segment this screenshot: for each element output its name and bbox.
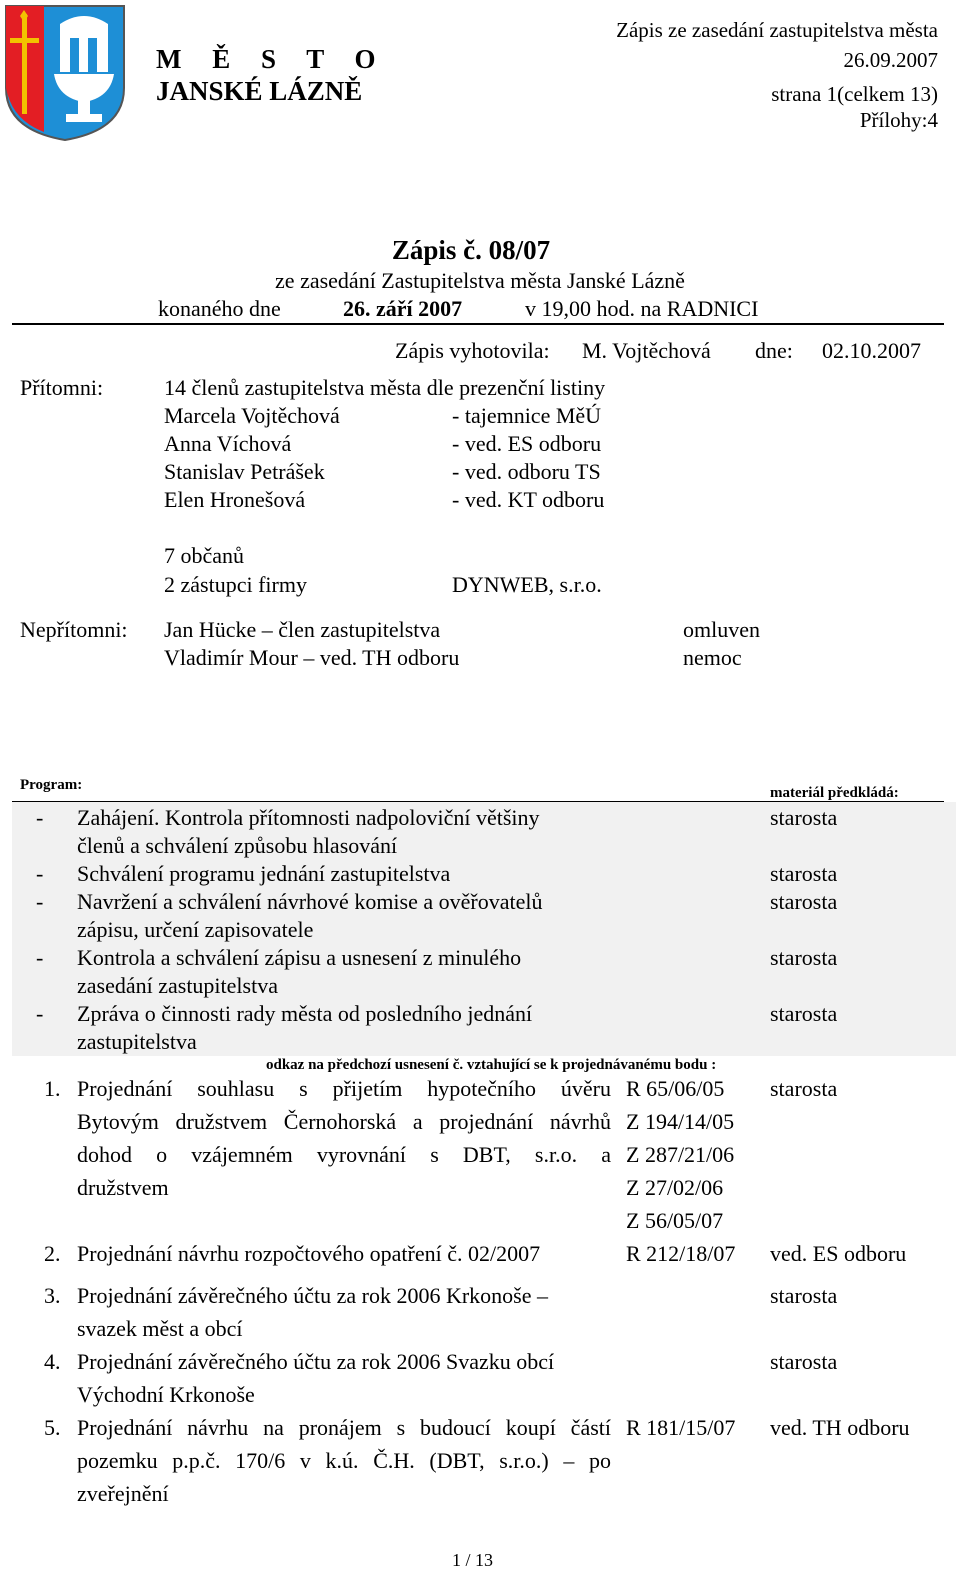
opening-item-text: Zahájení. Kontrola přítomnosti nadpoloviční většiny <box>77 805 540 830</box>
agenda-item-ref: R 65/06/05 <box>626 1076 725 1101</box>
opening-item-text: Kontrola a schválení zápisu a usnesení z minulého <box>77 945 522 970</box>
title-divider <box>12 323 944 325</box>
present-members: 14 členů zastupitelstva města dle prezenční listiny <box>164 375 606 400</box>
agenda-item-text: pozemku p.p.č. 170/6 v k.ú. Č.H. (DBT, s.r.o.) – po <box>77 1448 611 1473</box>
town-coat-of-arms-logo <box>2 2 128 142</box>
minutes-by-label: Zápis vyhotovila: <box>395 338 550 363</box>
agenda-item-ref: R 181/15/07 <box>626 1415 736 1440</box>
agenda-item-ref: Z 194/14/05 <box>626 1109 735 1134</box>
presenter-header: materiál předkládá: <box>770 785 899 801</box>
agenda-item-ref: Z 56/05/07 <box>626 1208 724 1233</box>
minutes-date-label: dne: <box>755 338 793 363</box>
present-firm-reps: 2 zástupci firmy <box>164 572 307 597</box>
opening-item-text: zápisu, určení zapisovatele <box>77 917 314 942</box>
opening-item-text: zasedání zastupitelstva <box>77 973 278 998</box>
agenda-item-text: Projednání návrhu na pronájem s budoucí koupí částí <box>77 1415 611 1440</box>
town-name-line2: JANSKÉ LÁZNĚ <box>156 76 363 106</box>
agenda-item-presenter: starosta <box>770 1076 838 1101</box>
present-person-name: Anna Víchová <box>164 431 292 456</box>
agenda-item-ref: R 212/18/07 <box>626 1241 736 1266</box>
agenda-item-ref: Z 287/21/06 <box>626 1142 735 1167</box>
opening-item-marker: - <box>36 889 44 914</box>
agenda-item-text: Projednání závěrečného účtu za rok 2006 Krkonoše – <box>77 1283 549 1308</box>
held-label: konaného dne <box>158 296 281 321</box>
agenda-item-text: dohod o vzájemném vyrovnání s DBT, s.r.o. a <box>77 1142 611 1167</box>
opening-item-presenter: starosta <box>770 889 838 914</box>
agenda-item-number: 4. <box>44 1349 61 1374</box>
present-citizens: 7 občanů <box>164 543 245 568</box>
present-person-name: Stanislav Petrášek <box>164 459 325 484</box>
absent-label: Nepřítomni: <box>20 617 128 642</box>
minutes-date: 02.10.2007 <box>822 338 921 363</box>
opening-item-marker: - <box>36 805 44 830</box>
present-person-role: - ved. ES odboru <box>452 431 602 456</box>
absent-person-name: Vladimír Mour – ved. TH odboru <box>164 645 460 670</box>
held-date: 26. září 2007 <box>343 296 463 321</box>
agenda-item-text: Projednání návrhu rozpočtového opatření č. 02/2007 <box>77 1241 541 1266</box>
present-person-name: Marcela Vojtěchová <box>164 403 340 428</box>
agenda-item-text: svazek měst a obcí <box>77 1316 243 1341</box>
agenda-item-number: 3. <box>44 1283 61 1308</box>
doc-date: 26.09.2007 <box>843 48 938 72</box>
present-person-name: Elen Hronešová <box>164 487 306 512</box>
opening-item-text: zastupitelstva <box>77 1029 197 1054</box>
agenda-item-presenter: ved. ES odboru <box>770 1241 907 1266</box>
opening-item-presenter: starosta <box>770 945 838 970</box>
minutes-by-name: M. Vojtěchová <box>582 338 711 363</box>
attachments: Přílohy:4 <box>859 108 938 132</box>
opening-item-text: členů a schválení způsobu hlasování <box>77 833 398 858</box>
present-firm: DYNWEB, s.r.o. <box>452 572 602 597</box>
agenda-item-text: Východní Krkonoše <box>77 1382 255 1407</box>
agenda-item-number: 5. <box>44 1415 61 1440</box>
agenda-item-presenter: ved. TH odboru <box>770 1415 910 1440</box>
page-info: strana 1(celkem 13) <box>771 82 938 106</box>
present-label: Přítomni: <box>20 375 104 400</box>
page-title: Zápis č. 08/07 <box>391 235 551 265</box>
agenda-item-presenter: starosta <box>770 1349 838 1374</box>
agenda-item-text: Projednání souhlasu s přijetím hypotečního úvěru <box>77 1076 611 1101</box>
page-number: 1 / 13 <box>452 1550 494 1570</box>
agenda-item-number: 2. <box>44 1241 61 1266</box>
absent-person-reason: nemoc <box>683 645 742 670</box>
doc-type: Zápis ze zasedání zastupitelstva města <box>616 18 938 42</box>
program-label: Program: <box>20 777 83 793</box>
opening-item-marker: - <box>36 945 44 970</box>
opening-item-text: Navržení a schválení návrhové komise a ověřovatelů <box>77 889 543 914</box>
held-time-place: v 19,00 hod. na RADNICI <box>525 296 759 321</box>
opening-item-presenter: starosta <box>770 805 838 830</box>
present-person-role: - ved. odboru TS <box>452 459 601 484</box>
town-name-line1: M Ě S T O <box>156 44 388 74</box>
reference-header: odkaz na předchozí usnesení č. vztahující se k projednávanému bodu : <box>266 1057 717 1073</box>
agenda-item-ref: Z 27/02/06 <box>626 1175 724 1200</box>
opening-item-text: Zpráva o činnosti rady města od posledního jednání <box>77 1001 533 1026</box>
opening-item-text: Schválení programu jednání zastupitelstva <box>77 861 451 886</box>
opening-item-marker: - <box>36 861 44 886</box>
agenda-item-presenter: starosta <box>770 1283 838 1308</box>
title-subtitle: ze zasedání Zastupitelstva města Janské Lázně <box>275 268 685 293</box>
agenda-item-text: Bytovým družstvem Černohorská a projednání návrhů <box>77 1109 611 1134</box>
agenda-item-number: 1. <box>44 1076 61 1101</box>
opening-item-presenter: starosta <box>770 1001 838 1026</box>
agenda-item-text: družstvem <box>77 1175 169 1200</box>
absent-person-reason: omluven <box>683 617 760 642</box>
present-person-role: - tajemnice MěÚ <box>452 403 602 428</box>
opening-item-marker: - <box>36 1001 44 1026</box>
present-person-role: - ved. KT odboru <box>452 487 605 512</box>
agenda-item-text: zveřejnění <box>77 1481 169 1506</box>
opening-item-presenter: starosta <box>770 861 838 886</box>
absent-person-name: Jan Hücke – člen zastupitelstva <box>164 617 441 642</box>
agenda-item-text: Projednání závěrečného účtu za rok 2006 Svazku obcí <box>77 1349 555 1374</box>
